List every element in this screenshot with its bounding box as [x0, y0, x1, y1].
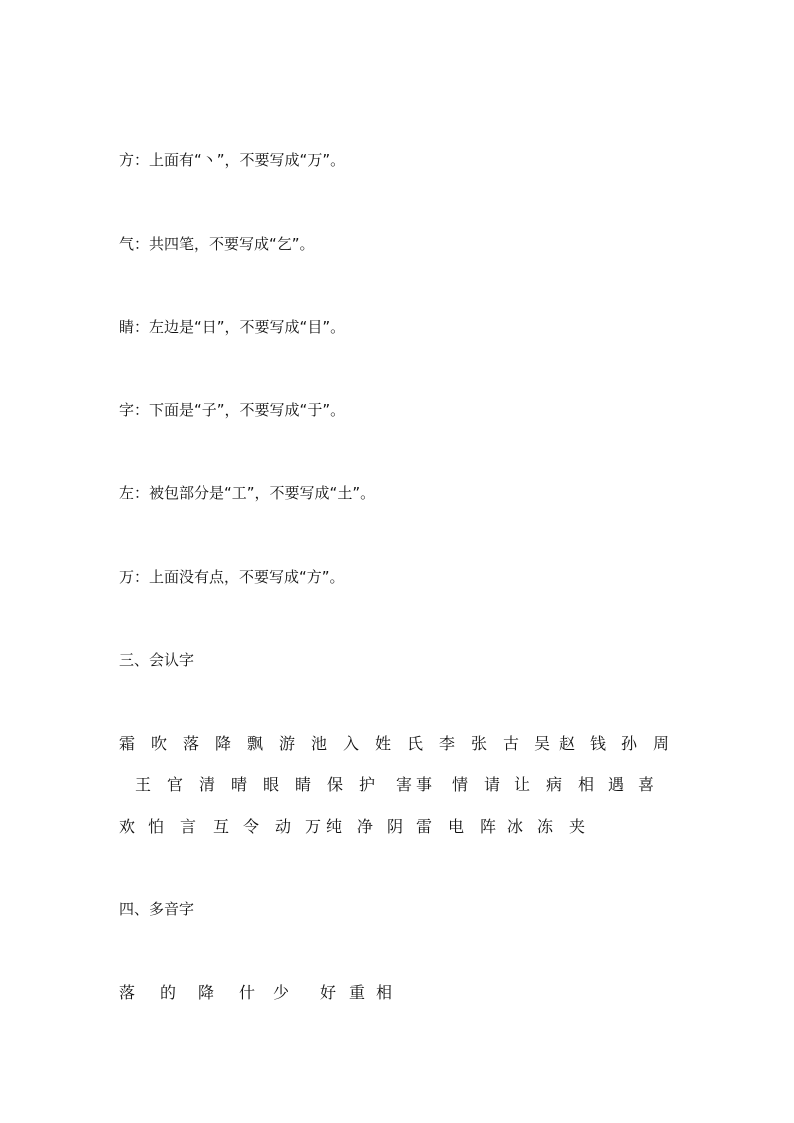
char: 周 [653, 734, 670, 753]
char: 重 [349, 983, 366, 1002]
char: 请 [484, 775, 501, 794]
char: 池 [311, 734, 328, 753]
char: 王 [135, 775, 152, 794]
char: 落 [119, 983, 136, 1002]
char: 降 [198, 983, 215, 1002]
char: 氏 [407, 734, 424, 753]
char: 喜 [638, 775, 655, 794]
rule-zuo: 左：被包部分是“工”，不要写成“土”。 [119, 484, 376, 502]
rule-jing: 睛：左边是“日”，不要写成“目”。 [119, 318, 346, 336]
char: 晴 [231, 775, 248, 794]
rule-zi: 字：下面是“子”，不要写成“于”。 [119, 401, 346, 419]
char: 净 [357, 817, 374, 836]
rule-wan: 万：上面没有点，不要写成“方”。 [119, 568, 345, 586]
char: 让 [514, 775, 531, 794]
char: 事 [416, 775, 433, 794]
char: 害 [396, 775, 413, 794]
char: 李 [439, 734, 456, 753]
char: 张 [471, 734, 488, 753]
char: 夹 [569, 817, 586, 836]
char: 吹 [151, 734, 168, 753]
recognize-row-2 [135, 774, 658, 796]
char: 欢 [119, 817, 136, 836]
char: 官 [167, 775, 184, 794]
char: 的 [160, 983, 177, 1002]
section-3-title: 三、会认字 [119, 651, 195, 669]
char: 冰 [507, 817, 524, 836]
rule-qi: 气：共四笔，不要写成“乞”。 [119, 235, 315, 253]
char: 护 [359, 775, 376, 794]
section-4-title: 四、多音字 [119, 900, 195, 918]
char: 情 [452, 775, 469, 794]
char: 动 [275, 817, 292, 836]
char: 保 [327, 775, 344, 794]
char: 遇 [608, 775, 625, 794]
char: 言 [180, 817, 197, 836]
char: 飘 [247, 734, 264, 753]
char: 怕 [148, 817, 165, 836]
char: 万 [305, 817, 322, 836]
char: 纯 [326, 817, 343, 836]
char: 好 [320, 983, 337, 1002]
char: 钱 [590, 734, 607, 753]
char: 降 [215, 734, 232, 753]
char: 雷 [416, 817, 433, 836]
char: 互 [213, 817, 230, 836]
char: 少 [273, 983, 290, 1002]
char: 相 [578, 775, 595, 794]
char: 病 [546, 775, 563, 794]
char: 赵 [559, 734, 576, 753]
char: 令 [243, 817, 260, 836]
recognize-row-1 [119, 733, 673, 755]
char: 冻 [537, 817, 554, 836]
char: 游 [279, 734, 296, 753]
char: 霜 [119, 734, 136, 753]
char: 落 [183, 734, 200, 753]
char: 眼 [263, 775, 280, 794]
char: 睛 [295, 775, 312, 794]
char: 古 [503, 734, 520, 753]
char: 吴 [534, 734, 551, 753]
char: 入 [343, 734, 360, 753]
rule-fang: 方：上面有“丶”，不要写成“万”。 [119, 151, 346, 169]
char: 什 [239, 983, 256, 1002]
char: 相 [376, 983, 393, 1002]
recognize-row-3 [119, 816, 589, 838]
polyphone-row [119, 982, 396, 1004]
char: 阴 [387, 817, 404, 836]
char: 孙 [621, 734, 638, 753]
char: 电 [448, 817, 465, 836]
char: 姓 [375, 734, 392, 753]
char: 清 [199, 775, 216, 794]
char: 阵 [480, 817, 497, 836]
